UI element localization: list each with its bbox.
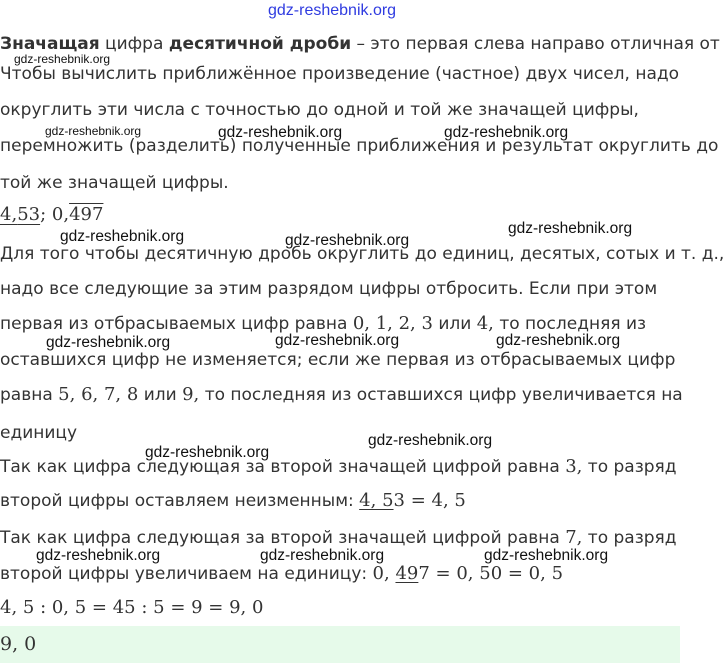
watermark: gdz-reshebnik.org xyxy=(285,232,410,249)
rounding-text: первая из отбрасываемых цифр равна xyxy=(0,314,348,334)
rounding-end: то последняя из оставшихся цифр увеличивается на xyxy=(204,385,683,405)
watermark: gdz-reshebnik.org xyxy=(145,444,270,461)
answer-value: 9, 0 xyxy=(0,633,37,655)
step2-end: то разряд xyxy=(587,528,677,548)
rounding-line-4: оставшихся цифр не изменяется; если же первая из отбрасываемых цифр xyxy=(0,350,676,370)
rounding-digits-high: 5, 6, 7, 8 xyxy=(58,384,139,405)
rounding-or: или xyxy=(143,385,177,405)
rounding-digit-four: 4, xyxy=(476,313,494,334)
watermark: gdz-reshebnik.org xyxy=(45,124,142,138)
calculation: 4, 5 : 0, 5 = 45 : 5 = 9 = 9, 0 xyxy=(0,597,264,618)
rule-line-1: Чтобы вычислить приближённое произведение (частное) двух чисел, надо xyxy=(0,64,680,84)
watermark: gdz-reshebnik.org xyxy=(260,547,385,564)
given-b-frac: 497 xyxy=(69,204,104,225)
step1-underlined: 4, 5 xyxy=(359,490,394,511)
term-decimal-fraction: десятичной дроби xyxy=(168,34,352,54)
rounding-or: или xyxy=(438,314,472,334)
watermark-top: gdz-reshebnik.org xyxy=(268,2,397,19)
watermark: gdz-reshebnik.org xyxy=(368,432,493,449)
rounding-text: равна xyxy=(0,385,53,405)
term-significant: Значащая xyxy=(0,34,100,54)
rounding-line-1: Для того чтобы десятичную дробь округлить до единиц, десятых, сотых и т. д., xyxy=(0,244,724,264)
step1-formula xyxy=(359,490,466,511)
step1-digit: 3, xyxy=(565,456,583,477)
given-a-int: 4, xyxy=(0,204,18,225)
rounding-end: то последняя из xyxy=(499,314,647,334)
rounding-line-2: надо все следующие за этим разрядом цифры отбросить. Если при этом xyxy=(0,279,658,299)
step2-text: Так как цифра следующая за второй значащей цифрой равна xyxy=(0,528,560,548)
step2-text: второй цифры увеличиваем на единицу: xyxy=(0,564,368,584)
rounding-digits-low: 0, 1, 2, 3 xyxy=(352,313,433,334)
watermark: gdz-reshebnik.org xyxy=(508,220,633,237)
step1-text: Так как цифра следующая за второй значащей цифрой равна xyxy=(0,457,560,477)
step2-digit: 7, xyxy=(565,527,583,548)
step2-underlined: 49 xyxy=(395,563,419,584)
step2-line-2 xyxy=(0,564,563,584)
watermark: gdz-reshebnik.org xyxy=(60,228,185,245)
watermark: gdz-reshebnik.org xyxy=(444,124,569,141)
step2-int: 0, xyxy=(372,563,390,584)
watermark: gdz-reshebnik.org xyxy=(218,124,343,141)
watermark: gdz-reshebnik.org xyxy=(36,547,161,564)
answer-box xyxy=(0,626,680,663)
rule-line-4: той же значащей цифры. xyxy=(0,173,229,193)
step2-formula xyxy=(373,563,563,584)
given-numbers xyxy=(0,204,103,225)
watermark: gdz-reshebnik.org xyxy=(496,332,621,349)
rounding-line-3 xyxy=(0,314,646,334)
step1-end: то разряд xyxy=(587,457,677,477)
watermark: gdz-reshebnik.org xyxy=(14,52,111,66)
step2-line-1 xyxy=(0,528,677,548)
step1-result: 3 = 4, 5 xyxy=(393,490,466,511)
rule-line-3: перемножить (разделить) полученные приближения и результат округлить до xyxy=(0,136,719,156)
given-separator: ; 0, xyxy=(40,204,70,225)
step1-line-2 xyxy=(0,491,466,511)
word-digit: цифра xyxy=(105,34,164,54)
definition-line xyxy=(0,34,720,54)
rounding-digit-nine: 9, xyxy=(182,384,200,405)
given-a-frac: 53 xyxy=(17,204,41,225)
step1-text: второй цифры оставляем неизменным: xyxy=(0,491,354,511)
step1-line-1 xyxy=(0,457,677,477)
definition-rest: – это первая слева направо отличная от xyxy=(356,34,720,54)
rounding-line-6: единицу xyxy=(0,423,78,443)
watermark: gdz-reshebnik.org xyxy=(46,334,171,351)
watermark: gdz-reshebnik.org xyxy=(484,547,609,564)
rule-line-2: округлить эти числа с точностью до одной и той же значащей цифры, xyxy=(0,100,639,120)
watermark: gdz-reshebnik.org xyxy=(275,332,400,349)
rounding-line-5 xyxy=(0,385,683,405)
step2-result: 7 = 0, 50 = 0, 5 xyxy=(418,563,564,584)
